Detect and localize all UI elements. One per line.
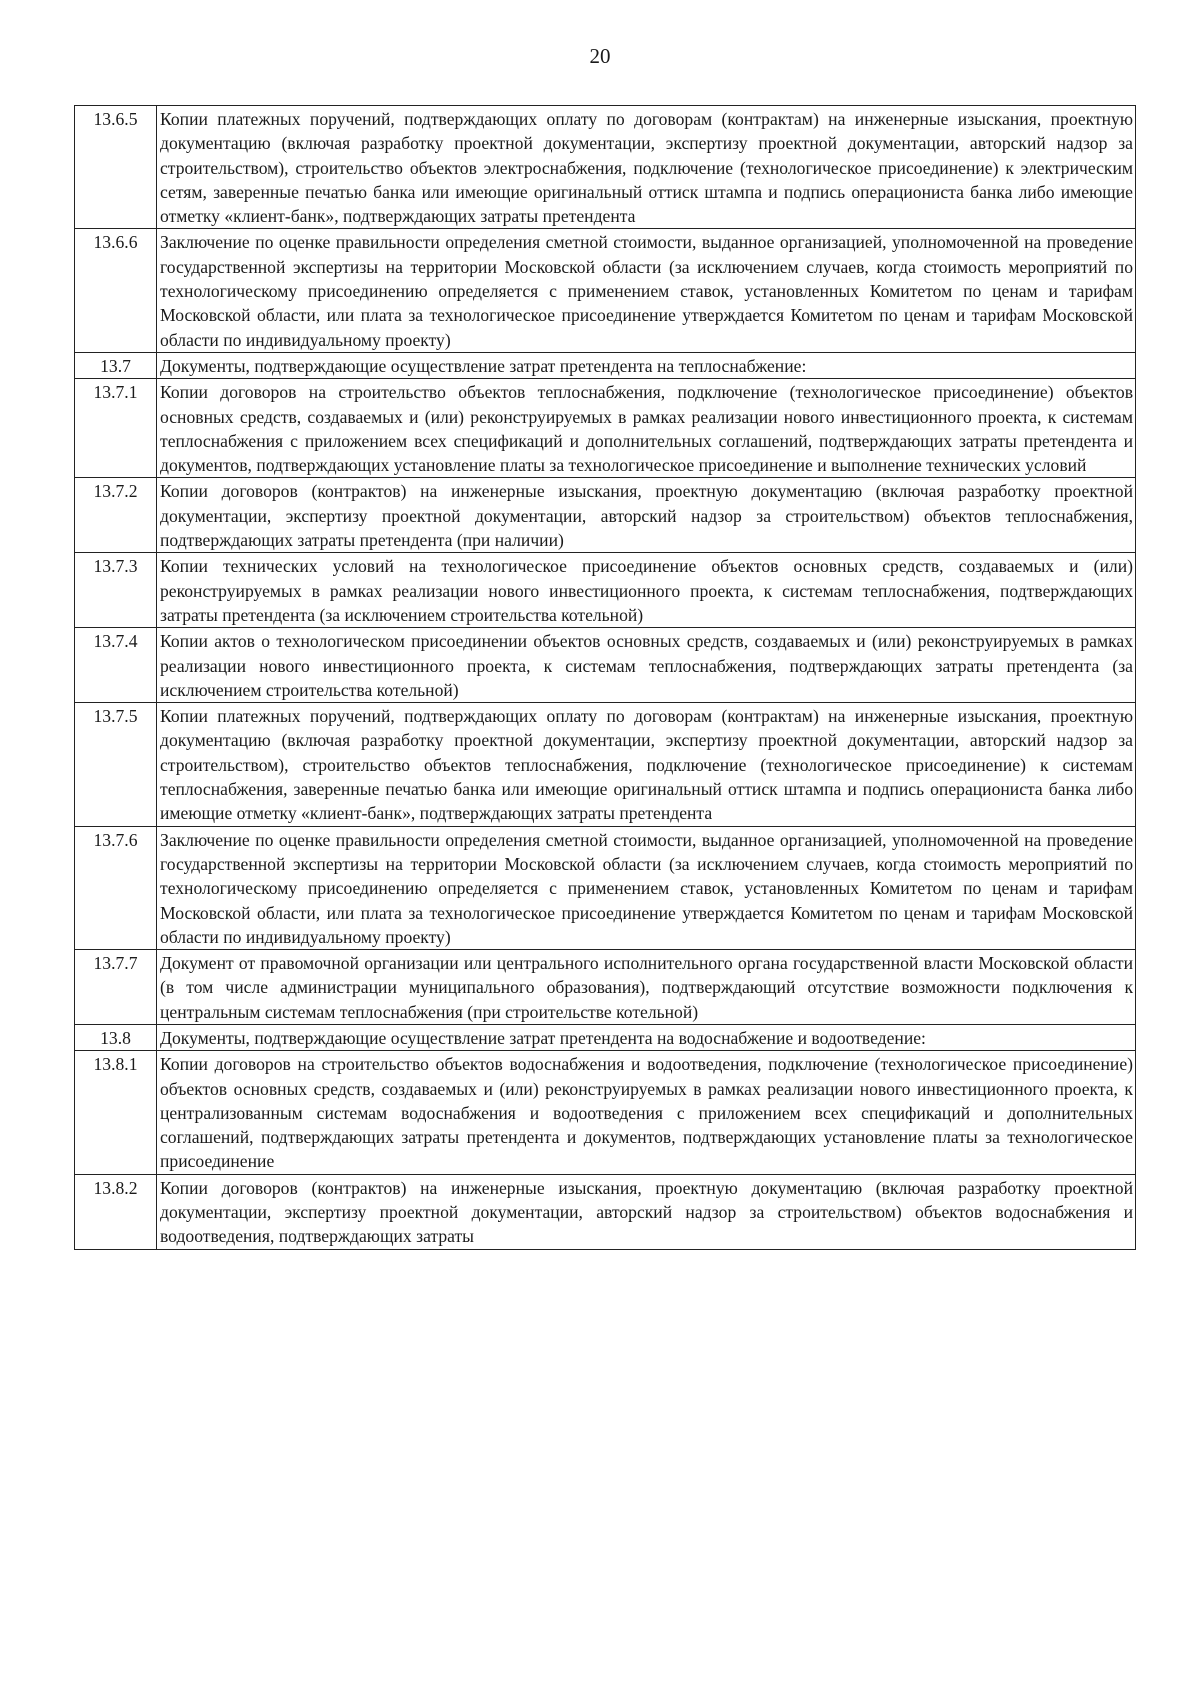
item-number: 13.7.2 bbox=[75, 478, 157, 553]
item-number: 13.7.5 bbox=[75, 703, 157, 826]
item-text: Документ от правомочной организации или центрального исполнительного органа государственной власти Московской области (в том числе администрации муниципального образования), подтверждающий отсутствие возможности подключения к центральным системам теплоснабжения (при строительстве котельной) bbox=[157, 950, 1136, 1025]
table-row bbox=[75, 379, 1136, 478]
table-row bbox=[75, 703, 1136, 826]
table-row bbox=[75, 478, 1136, 553]
table-row bbox=[75, 352, 1136, 378]
item-text: Копии актов о технологическом присоединении объектов основных средств, создаваемых и (или) реконструируемых в рамках реализации нового инвестиционного проекта, к системам теплоснабжения, подтверждающих затраты претендента (за исключением строительства котельной) bbox=[157, 628, 1136, 703]
table-row bbox=[75, 628, 1136, 703]
item-text: Заключение по оценке правильности определения сметной стоимости, выданное организацией, уполномоченной на проведение государственной экспертизы на территории Московской области (за исключением случаев, когда стоимость мероприятий по технологическому присоединению определяется с применением ставок, установленных Комитетом по ценам и тарифам Московской области, или плата за технологическое присоединение утверждается Комитетом по ценам и тарифам Московской области по индивидуальному проекту) bbox=[157, 826, 1136, 949]
item-number: 13.7.4 bbox=[75, 628, 157, 703]
item-text: Копии технических условий на технологическое присоединение объектов основных средств, создаваемых и (или) реконструируемых в рамках реализации нового инвестиционного проекта, к системам теплоснабжения, подтверждающих затраты претендента (за исключением строительства котельной) bbox=[157, 553, 1136, 628]
item-text: Копии договоров (контрактов) на инженерные изыскания, проектную документацию (включая разработку проектной документации, экспертизу проектной документации, авторский надзор за строительством) объектов водоснабжения и водоотведения, подтверждающих затраты bbox=[157, 1174, 1136, 1249]
table-row bbox=[75, 826, 1136, 949]
item-text: Документы, подтверждающие осуществление затрат претендента на теплоснабжение: bbox=[157, 352, 1136, 378]
item-number: 13.7 bbox=[75, 352, 157, 378]
item-number: 13.6.6 bbox=[75, 229, 157, 352]
page-number: 20 bbox=[589, 44, 611, 68]
item-number: 13.6.5 bbox=[75, 106, 157, 229]
table-row bbox=[75, 1174, 1136, 1249]
table-row bbox=[75, 950, 1136, 1025]
item-text: Копии платежных поручений, подтверждающих оплату по договорам (контрактам) на инженерные изыскания, проектную документацию (включая разработку проектной документации, экспертизу проектной документации, авторский надзор за строительством), строительство объектов электроснабжения, подключение (технологическое присоединение) к электрическим сетям, заверенные печатью банка или имеющие оригинальный оттиск штампа и подпись операциониста банка либо имеющие отметку «клиент-банк», подтверждающих затраты претендента bbox=[157, 106, 1136, 229]
item-number: 13.7.3 bbox=[75, 553, 157, 628]
item-number: 13.8.2 bbox=[75, 1174, 157, 1249]
table-row bbox=[75, 106, 1136, 229]
table-row bbox=[75, 1024, 1136, 1050]
item-number: 13.7.7 bbox=[75, 950, 157, 1025]
item-number: 13.7.6 bbox=[75, 826, 157, 949]
item-text: Копии договоров на строительство объектов теплоснабжения, подключение (технологическое присоединение) объектов основных средств, создаваемых и (или) реконструируемых в рамках реализации нового инвестиционного проекта, к системам теплоснабжения с приложением всех спецификаций и дополнительных соглашений, подтверждающих затраты претендента и документов, подтверждающих установление платы за технологическое присоединение и выполнение технических условий bbox=[157, 379, 1136, 478]
item-text: Копии платежных поручений, подтверждающих оплату по договорам (контрактам) на инженерные изыскания, проектную документацию (включая разработку проектной документации, экспертизу проектной документации, авторский надзор за строительством), строительство объектов теплоснабжения, подключение (технологическое присоединение) к системам теплоснабжения, заверенные печатью банка или имеющие оригинальный оттиск штампа и подпись операциониста банка либо имеющие отметку «клиент-банк», подтверждающих затраты претендента bbox=[157, 703, 1136, 826]
requirements-table bbox=[74, 105, 1136, 1250]
item-number: 13.8.1 bbox=[75, 1051, 157, 1174]
item-text: Документы, подтверждающие осуществление затрат претендента на водоснабжение и водоотведение: bbox=[157, 1024, 1136, 1050]
item-text: Заключение по оценке правильности определения сметной стоимости, выданное организацией, уполномоченной на проведение государственной экспертизы на территории Московской области (за исключением случаев, когда стоимость мероприятий по технологическому присоединению определяется с применением ставок, установленных Комитетом по ценам и тарифам Московской области, или плата за технологическое присоединение утверждается Комитетом по ценам и тарифам Московской области по индивидуальному проекту) bbox=[157, 229, 1136, 352]
item-text: Копии договоров (контрактов) на инженерные изыскания, проектную документацию (включая разработку проектной документации, экспертизу проектной документации, авторский надзор за строительством) объектов теплоснабжения, подтверждающих затраты претендента (при наличии) bbox=[157, 478, 1136, 553]
item-text: Копии договоров на строительство объектов водоснабжения и водоотведения, подключение (технологическое присоединение) объектов основных средств, создаваемых и (или) реконструируемых в рамках реализации нового инвестиционного проекта, к централизованным системам водоснабжения и водоотведения с приложением всех спецификаций и дополнительных соглашений, подтверждающих затраты претендента и документов, подтверждающих установление платы за технологическое присоединение bbox=[157, 1051, 1136, 1174]
table-row bbox=[75, 553, 1136, 628]
table-row bbox=[75, 229, 1136, 352]
item-number: 13.8 bbox=[75, 1024, 157, 1050]
table-row bbox=[75, 1051, 1136, 1174]
item-number: 13.7.1 bbox=[75, 379, 157, 478]
